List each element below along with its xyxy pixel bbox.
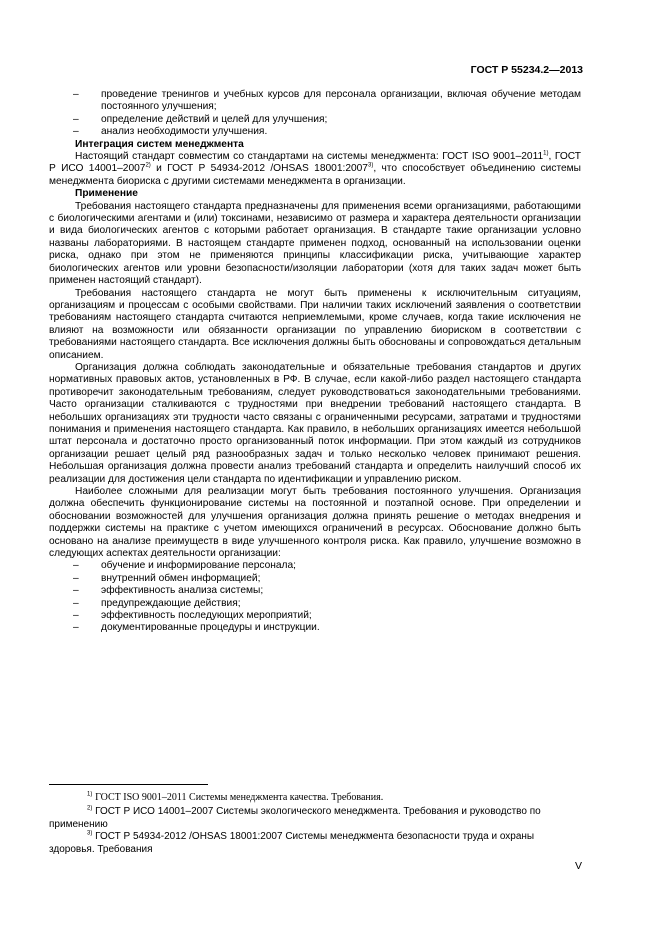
footnote-ref: 2) [145, 163, 151, 170]
footnote-divider [49, 784, 208, 785]
list-item [49, 585, 581, 597]
footnote [49, 831, 581, 856]
footnote-text: ГОСТ Р ИСО 14001–2007 Системы экологического менеджмента. Требования и руководство по применению [49, 806, 541, 830]
list-item-text: проведение тренингов и учебных курсов для персонала организации, включая обучение методам постоянного улучшения; [101, 89, 581, 113]
paragraph: Требования настоящего стандарта предназначены для применения всеми организациями, работающими с биологическими агентами и (или) токсинами, независимо от размера и характера деятельности организации и вида биологических агентов с которыми работает организация. В стандарте такие организации условно названы лабораториями. В настоящем стандарте применен подход, основанный на использовании оценки риска, однако при этом не применяются принципы классификации риска, учитывающие характер биологических агентов или уровни безопасности/изоляции лаборатории (хотя для таких задач может быть применен настоящий стандарт). [49, 200, 581, 287]
list-item-text: внутренний обмен информацией; [101, 572, 261, 584]
page-number: V [574, 860, 582, 872]
section-heading-application: Применение [75, 188, 138, 200]
paragraph: Наиболее сложными для реализации могут быть требования постоянного улучшения. Организация должна обеспечить функционирование системы на постоянной и поэтапной основе. При определении и обосновании возможностей для улучшения организация должна принять решение о методах внедрения и поддержки системы на практике с учетом имеющихся ограничений в ресурсах. Обоснование должно быть основано на анализе преимуществ в виде улучшенного контроля риска. Как правило, улучшение возможно в следующих аспектах деятельности организации: [49, 486, 581, 560]
paragraph-text: Настоящий стандарт совместим со стандартами на системы менеджмента: ГОСТ ISO 9001–2011 [75, 151, 544, 163]
paragraph-text: , что способствует объединению системы менеджмента биориска с другими системами менеджмента в организации. [49, 163, 581, 187]
list-item-text: обучение и информирование персонала; [101, 560, 296, 572]
list-item [49, 126, 581, 138]
list-item-text: эффективность последующих мероприятий; [101, 610, 312, 622]
list-item [49, 89, 581, 114]
list-item [49, 622, 581, 634]
dash-marker: – [73, 585, 79, 597]
page-body [49, 89, 581, 635]
dash-marker: – [73, 113, 79, 125]
dash-marker: – [73, 622, 79, 634]
footnote-mark: 2) [87, 805, 93, 812]
list-item [49, 114, 581, 126]
section-heading-integration: Интеграция систем менеджмента [75, 138, 244, 150]
paragraph: Организация должна соблюдать законодательные и обязательные требования стандартов и других нормативных правовых актов, установленных в РФ. В случае, если какой-либо раздел настоящего стандарта противоречит законодательным требованиям, следует руководствоваться законодательными требованиями. Часто организации сталкиваются с трудностями при внедрении требований настоящего стандарта. В небольших организациях эти трудности часто связаны с ограниченными ресурсами, затратами и трудностями понимания и применения настоящего стандарта. Как правило, в небольших организациях имеется небольшой штат персонала и достаточно просто организованный поток информации. При этом каждый из сотрудников организации решает целый ряд разнообразных задач и только несколько человек принимают решения. Небольшая организация должна провести анализ требований стандарта и определить наилучший способ их реализации для достижения цели стандарта по идентификации и управлению риском. [49, 361, 581, 485]
list-item-text: документированные процедуры и инструкции. [101, 622, 320, 634]
footnote-ref: 3) [367, 163, 374, 170]
footnote-mark: 3) [87, 830, 93, 837]
footnote [49, 792, 581, 805]
document-header: ГОСТ Р 55234.2—2013 [470, 64, 583, 76]
list-item [49, 598, 581, 610]
paragraph-text: и ГОСТ Р 54934-2012 /OHSAS 18001:2007 [150, 163, 368, 175]
paragraph-integration [49, 151, 581, 188]
paragraph: Требования настоящего стандарта не могут быть применены к исключительным ситуациям, организациям и процессам с особыми свойствами. При наличии таких исключений заявления о соответствии требованиям настоящего стандарта считаются неприемлемыми, кроме случаев, когда такие исключения не влияют на возможности или обязанности организации по управлению биориском в соответствии с требованиями настоящего стандарта. Все исключения должны быть обоснованы и сопровождаться детальным описанием. [49, 287, 581, 361]
list-item-text: анализ необходимости улучшения. [101, 126, 268, 138]
list-item [49, 610, 581, 622]
list-item [49, 573, 581, 585]
list-item-text: определение действий и целей для улучшения; [101, 113, 328, 125]
footnote [49, 806, 581, 831]
paragraph-text: , ГОСТ Р ИСО 14001–2007 [49, 151, 581, 175]
dash-marker: – [73, 610, 79, 622]
list-item-text [101, 89, 581, 114]
dash-marker: – [73, 126, 79, 138]
dash-marker: – [73, 597, 79, 609]
footnote-ref: 1) [543, 150, 549, 157]
dash-marker: – [73, 560, 79, 572]
dash-marker: – [73, 572, 79, 584]
footnote-text: ГОСТ Р 54934-2012 /OHSAS 18001:2007 Системы менеджмента безопасности труда и охраны здоровья. Требования [49, 831, 535, 855]
dash-marker: – [73, 89, 79, 100]
list-item-text: предупреждающие действия; [101, 597, 241, 609]
list-item-text: эффективность анализа системы; [101, 585, 264, 597]
list-item [49, 560, 581, 572]
footnote-mark: 1) [87, 791, 93, 798]
footnote-text: ГОСТ ISO 9001–2011 Системы менеджмента качества. Требования. [95, 792, 384, 803]
